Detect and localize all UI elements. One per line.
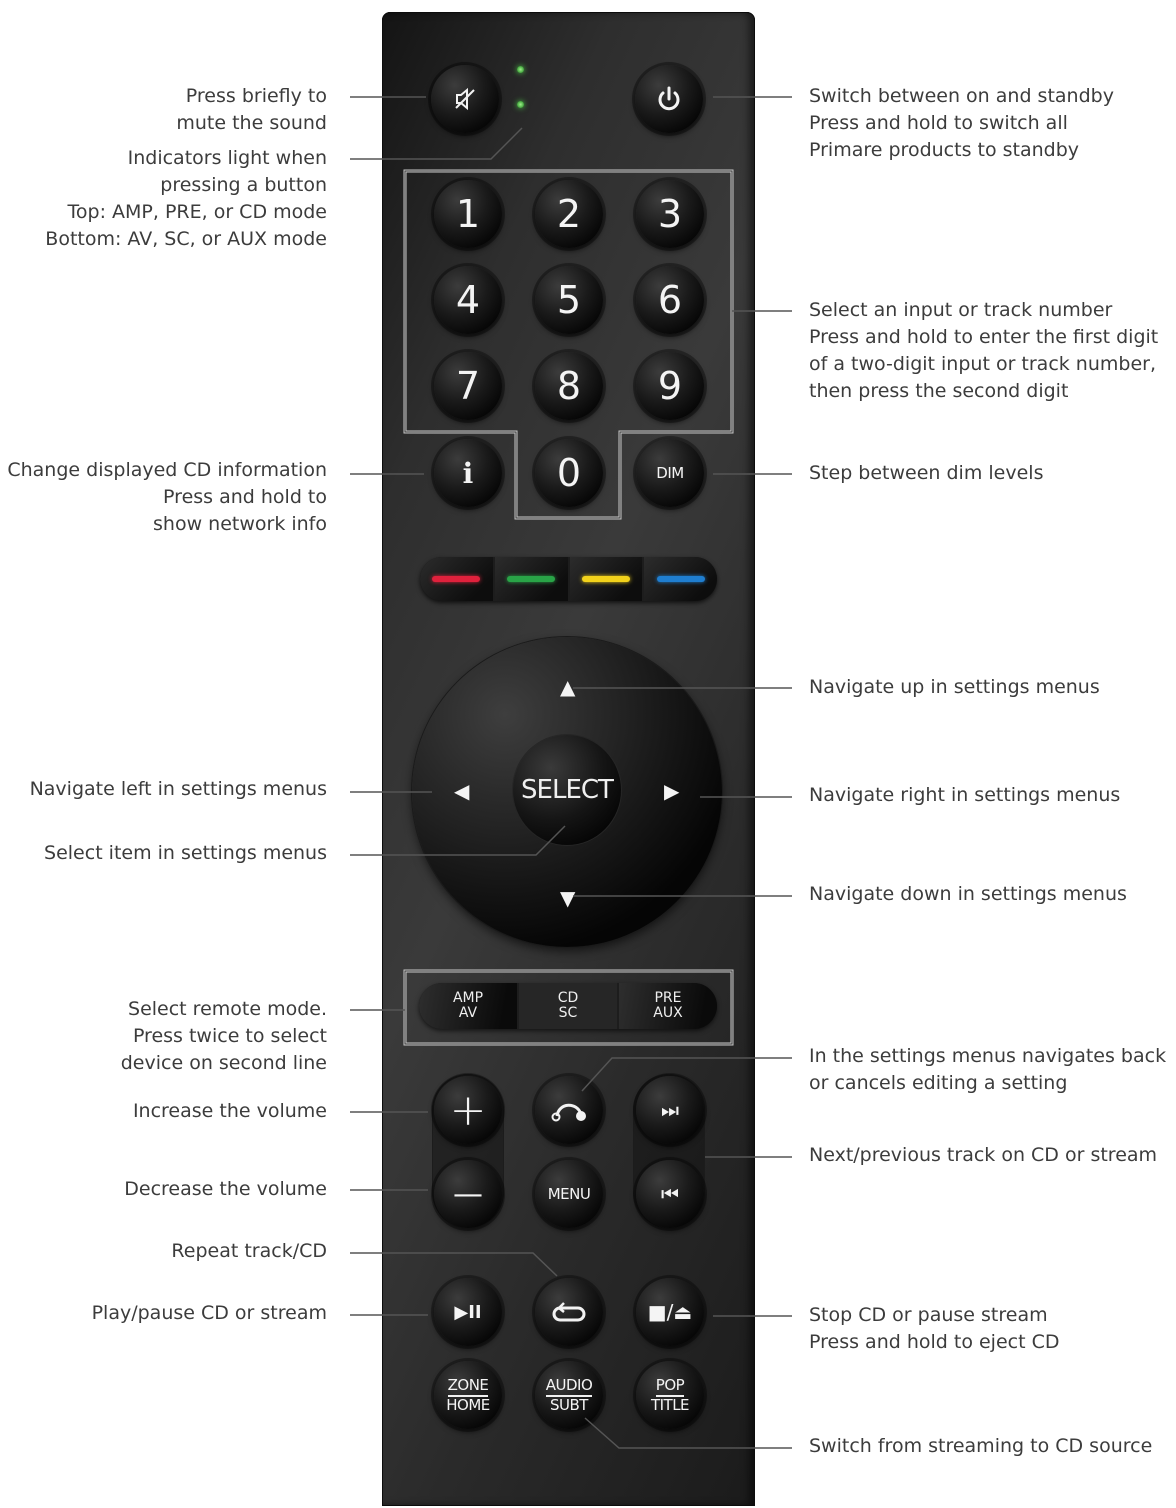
callout-line: In the settings menus navigates back — [809, 1045, 1167, 1067]
mode-pre-aux-button[interactable] — [619, 983, 717, 1029]
digit-label: 2 — [556, 192, 582, 236]
digit-0-button[interactable] — [535, 439, 603, 507]
mode-selector — [419, 983, 717, 1029]
mode-cd-sc-button[interactable] — [519, 983, 619, 1029]
callout-nav-left — [30, 776, 327, 803]
play-pause-icon: ▶II — [454, 1301, 482, 1323]
digit-1-button[interactable] — [434, 180, 502, 248]
volume-down-button[interactable] — [434, 1160, 502, 1228]
power-button[interactable] — [635, 65, 703, 133]
callout-line: Press briefly to — [185, 85, 327, 107]
dim-button[interactable] — [636, 439, 704, 507]
digit-2-button[interactable] — [535, 180, 603, 248]
callout-mode — [121, 996, 327, 1077]
mode-label-bottom: AUX — [653, 1005, 683, 1021]
callout-select — [44, 840, 327, 867]
callout-line: or cancels editing a setting — [809, 1072, 1068, 1094]
callout-nav-down — [809, 881, 1127, 908]
home-label: HOME — [446, 1395, 490, 1414]
next-track-button[interactable] — [636, 1076, 704, 1144]
callout-line: Bottom: AV, SC, or AUX mode — [45, 228, 327, 250]
select-button[interactable] — [513, 735, 621, 845]
digit-label: 0 — [556, 451, 582, 495]
callout-back — [809, 1043, 1166, 1097]
nav-up-button[interactable]: ▲ — [560, 675, 576, 699]
digit-label: 1 — [455, 192, 481, 236]
callout-line: Navigate right in settings menus — [809, 784, 1121, 806]
repeat-icon — [552, 1300, 586, 1324]
digit-label: 7 — [455, 364, 481, 408]
audio-label: AUDIO — [546, 1377, 593, 1397]
green-line — [507, 576, 555, 582]
callout-track — [809, 1142, 1157, 1169]
callout-line: Navigate down in settings menus — [809, 883, 1127, 905]
callout-line: then press the second digit — [809, 380, 1069, 402]
mode-amp-av-button[interactable] — [419, 983, 519, 1029]
callout-line: Press and hold to enter the first digit — [809, 326, 1159, 348]
callout-indicators — [45, 145, 327, 253]
pop-title-button[interactable] — [636, 1361, 704, 1429]
callout-dim — [809, 460, 1043, 487]
repeat-button[interactable] — [535, 1278, 603, 1346]
nav-down-button[interactable]: ▼ — [560, 886, 576, 910]
color-keys — [420, 557, 717, 601]
callout-line: Press twice to select — [132, 1025, 327, 1047]
callout-line: Next/previous track on CD or stream — [809, 1144, 1158, 1166]
mode-label-top: AMP — [452, 990, 484, 1006]
callout-volume-up — [133, 1098, 327, 1125]
mode-label-bottom: AV — [458, 1005, 478, 1021]
callout-line: of a two-digit input or track number, — [809, 353, 1157, 375]
callout-line: pressing a button — [160, 174, 327, 196]
callout-line: Decrease the volume — [124, 1178, 327, 1200]
digit-7-button[interactable] — [434, 352, 502, 420]
callout-line: Switch from streaming to CD source — [809, 1435, 1153, 1457]
callout-stop — [809, 1302, 1059, 1356]
digit-label: 6 — [657, 278, 683, 322]
title-label: TITLE — [650, 1395, 690, 1414]
callout-line: Indicators light when — [127, 147, 327, 169]
audio-subt-button[interactable] — [535, 1361, 603, 1429]
callout-line: device on second line — [120, 1052, 327, 1074]
next-track-icon: ⏭ — [661, 1098, 679, 1122]
mute-button[interactable] — [431, 65, 499, 133]
dim-label: DIM — [656, 464, 684, 482]
menu-button[interactable] — [535, 1160, 603, 1228]
pop-label: POP — [656, 1377, 684, 1397]
plus-icon: + — [449, 1084, 487, 1136]
menu-label: MENU — [547, 1185, 591, 1203]
stop-eject-button[interactable] — [636, 1278, 704, 1346]
digit-label: 4 — [455, 278, 481, 322]
digit-label: 5 — [556, 278, 582, 322]
back-icon — [549, 1098, 589, 1122]
callout-line: Navigate left in settings menus — [29, 778, 327, 800]
callout-power — [809, 83, 1114, 164]
callout-line: Press and hold to switch all — [809, 112, 1068, 134]
mode-label-top: PRE — [654, 990, 682, 1006]
callout-mute — [176, 83, 327, 137]
callout-line: Stop CD or pause stream — [809, 1304, 1048, 1326]
nav-right-button[interactable]: ▶ — [664, 779, 680, 803]
back-button[interactable] — [535, 1076, 603, 1144]
previous-track-icon: ⏮ — [661, 1182, 679, 1206]
yellow-key[interactable] — [570, 557, 645, 601]
callout-play-pause — [92, 1300, 327, 1327]
subt-label: SUBT — [550, 1395, 588, 1414]
callout-line: Step between dim levels — [809, 462, 1044, 484]
callout-line: Press and hold to eject CD — [809, 1331, 1060, 1353]
info-label: i — [462, 456, 474, 490]
callout-line: Primare products to standby — [809, 139, 1080, 161]
digit-6-button[interactable] — [636, 266, 704, 334]
mute-icon — [452, 86, 478, 112]
digit-4-button[interactable] — [434, 266, 502, 334]
callout-audio — [809, 1433, 1152, 1460]
select-label: SELECT — [521, 775, 613, 805]
callout-line: Change displayed CD information — [7, 459, 327, 481]
green-key[interactable] — [495, 557, 570, 601]
digit-label: 3 — [657, 192, 683, 236]
mode-label-bottom: SC — [558, 1005, 578, 1021]
callout-line: show network info — [153, 513, 327, 535]
callout-line: Increase the volume — [132, 1100, 327, 1122]
digit-9-button[interactable] — [636, 352, 704, 420]
red-line — [432, 576, 480, 582]
callout-nav-right — [809, 782, 1120, 809]
callout-line: Top: AMP, PRE, or CD mode — [67, 201, 327, 223]
play-pause-button[interactable] — [434, 1278, 502, 1346]
callout-line: Select item in settings menus — [44, 842, 327, 864]
callout-line: Select remote mode. — [128, 998, 327, 1020]
digit-label: 9 — [657, 364, 683, 408]
blue-key[interactable] — [644, 557, 717, 601]
callout-line: Press and hold to — [163, 486, 327, 508]
callout-line: Switch between on and standby — [809, 85, 1114, 107]
callout-line: Play/pause CD or stream — [91, 1302, 327, 1324]
indicator-led-bottom — [517, 101, 524, 108]
callout-line: mute the sound — [176, 112, 327, 134]
digit-8-button[interactable] — [535, 352, 603, 420]
digit-3-button[interactable] — [636, 180, 704, 248]
nav-left-button[interactable]: ◀ — [454, 779, 470, 803]
minus-icon: — — [453, 1176, 483, 1212]
yellow-line — [582, 576, 630, 582]
digit-label: 8 — [556, 364, 582, 408]
digit-5-button[interactable] — [535, 266, 603, 334]
callout-line: Select an input or track number — [809, 299, 1113, 321]
blue-line — [657, 576, 705, 582]
mode-label-top: CD — [557, 990, 579, 1006]
callout-line: Repeat track/CD — [171, 1240, 327, 1262]
callout-digits — [809, 297, 1158, 405]
volume-up-button[interactable] — [434, 1076, 502, 1144]
power-icon — [654, 84, 684, 114]
callout-volume-down — [124, 1176, 327, 1203]
stop-eject-icon: ■/⏏ — [647, 1300, 693, 1324]
callout-info — [7, 457, 327, 538]
previous-track-button[interactable] — [636, 1160, 704, 1228]
callout-line: Navigate up in settings menus — [809, 676, 1100, 698]
indicator-led-top — [517, 66, 524, 73]
callout-nav-up — [809, 674, 1100, 701]
zone-label: ZONE — [448, 1377, 489, 1397]
zone-home-button[interactable] — [434, 1361, 502, 1429]
callout-repeat — [171, 1238, 327, 1265]
info-button[interactable] — [434, 439, 502, 507]
red-key[interactable] — [420, 557, 495, 601]
